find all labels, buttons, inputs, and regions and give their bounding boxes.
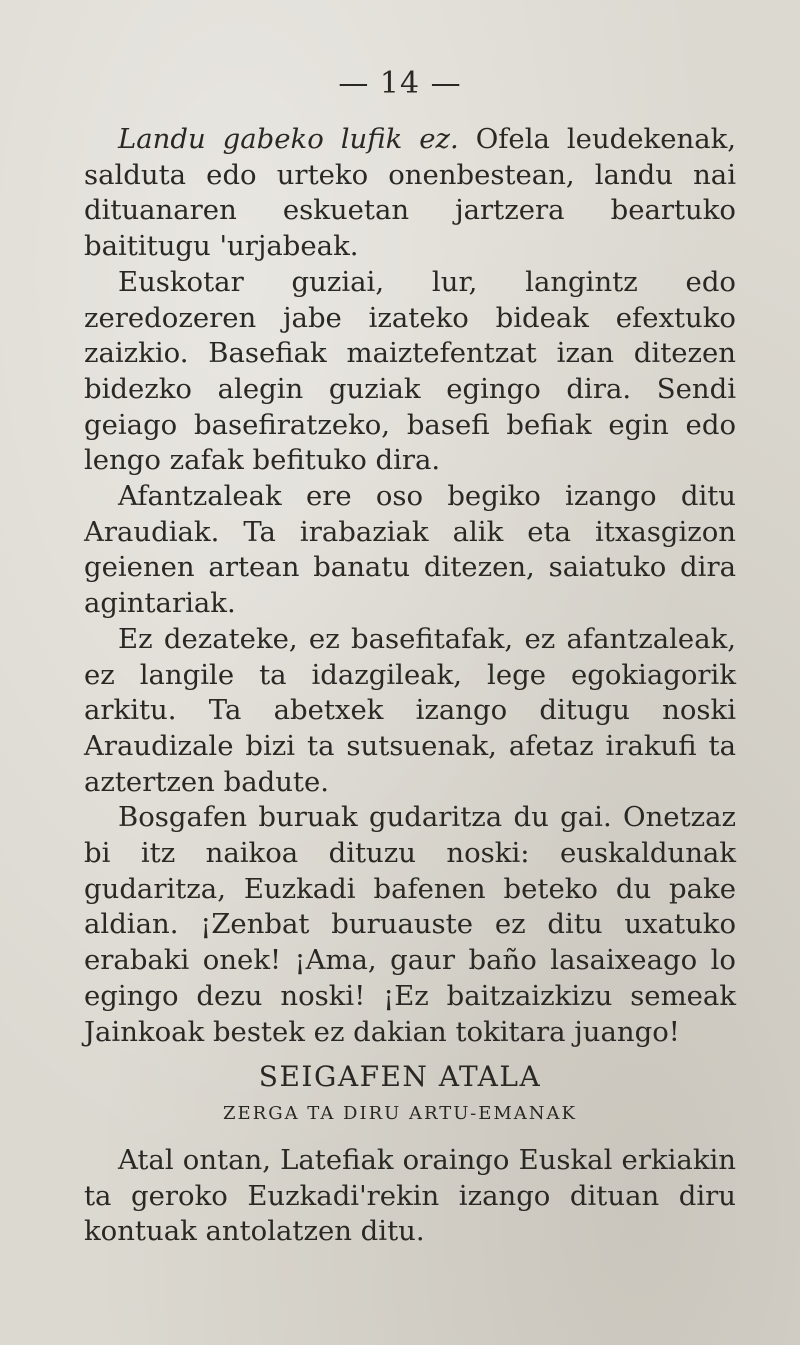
paragraph-4: Ez dezateke, ez basefitafak, ez afantzaleak, ez langile ta idazgileak, lege egokiagorik arkitu. Ta abetxek izango ditugu noski Araudizale bizi ta sutsuenak, afetaz irakufi ta aztertzen badute.: [84, 622, 736, 798]
chapter-title: SEIGAFEN ATALA: [258, 1060, 542, 1093]
paragraph-6: Atal ontan, Latefiak oraingo Euskal erkiakin ta geroko Euzkadi'rekin izango dituan diru kontuak antolatzen ditu.: [84, 1144, 736, 1248]
chapter-intro: [84, 1143, 736, 1250]
paragraph-3: Afantzaleak ere oso begiko izango ditu Araudiak. Ta irabaziak alik eta itxasgizon geienen artean banatu ditezen, saiatuko dira agintariak.: [84, 480, 736, 620]
paragraph-2: Euskotar guziai, lur, langintz edo zeredozeren jabe izateko bideak efextuko zaizkio. Basefiak maiztefentzat izan ditezen bidezko alegin guziak egingo dira. Sendi geiago basefiratzeko, basefi befiak egin edo lengo zafak befituko dira.: [84, 265, 736, 477]
body-text: [84, 122, 736, 1050]
chapter-subtitle: ZERGA TA DIRU ARTU-EMANAK: [223, 1103, 577, 1124]
page-number: — 14 —: [338, 66, 462, 101]
paragraph-heading: Landu gabeko lufik ez.: [118, 123, 459, 155]
paragraph-5: Bosgafen buruak gudaritza du gai. Onetzaz bi itz naikoa dituzu noski: euskaldunak gudaritza, Euzkadi bafenen beteko du pake aldian. ¡Zenbat buruauste ez ditu uxatuko erabaki onek! ¡Ama, gaur baño lasaixeago lo egingo dezu noski! ¡Ez baitzaizkizu semeak Jainkoak bestek ez dakian tokitara juango!: [84, 801, 736, 1048]
paragraph-1: [84, 122, 736, 265]
paragraph-text: Ofela leudekenak, salduta edo urteko onenbestean, landu nai dituanaren eskuetan jartzera beartuko baititugu 'urjabeak.: [84, 123, 736, 263]
